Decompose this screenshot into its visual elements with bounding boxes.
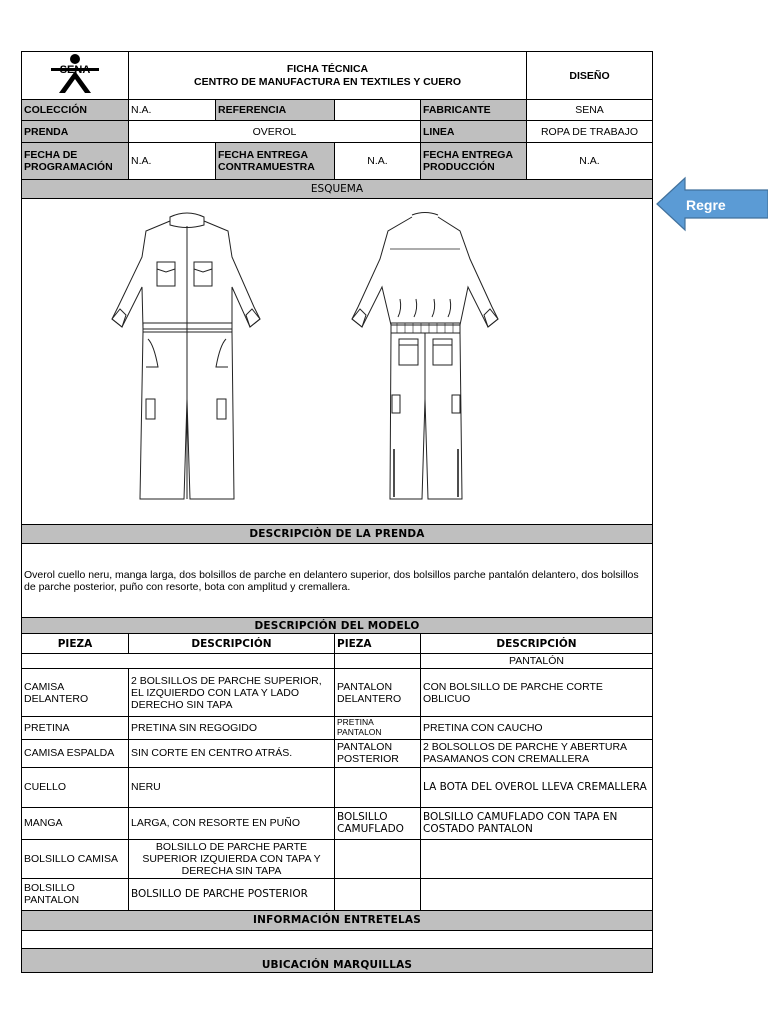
table-row — [22, 767, 653, 807]
linea-value: ROPA DE TRABAJO — [527, 121, 653, 143]
pieza-cell: CAMISA DELANTERO — [22, 669, 129, 717]
sheet-table — [21, 51, 653, 973]
descripcion2-cell: PRETINA CON CAUCHO — [421, 717, 653, 740]
pieza2-cell — [335, 839, 421, 878]
pieza-cell: BOLSILLO PANTALON — [22, 878, 129, 910]
descripcion-cell: LARGA, CON RESORTE EN PUÑO — [129, 807, 335, 839]
col-descripcion: DESCRIPCIÓN — [129, 634, 335, 654]
prenda-label: PRENDA — [22, 121, 129, 143]
diseno-label: DISEÑO — [527, 52, 653, 100]
overall-front-view — [112, 213, 260, 499]
fabricante-label: FABRICANTE — [421, 100, 527, 121]
table-row — [22, 878, 653, 910]
prenda-value: OVEROL — [129, 121, 421, 143]
technical-sheet — [21, 51, 652, 973]
logo-text: SENA — [59, 64, 91, 76]
descripcion-cell: BOLSILLO DE PARCHE PARTE SUPERIOR IZQUIERDA CON TAPA Y DERECHA SIN TAPA — [129, 839, 335, 878]
descripcion2-cell: CON BOLSILLO DE PARCHE CORTE OBLICUO — [421, 669, 653, 717]
fecha-contramuestra-value: N.A. — [335, 143, 421, 180]
table-row — [22, 739, 653, 767]
sena-logo — [45, 53, 105, 95]
fabricante-value: SENA — [527, 100, 653, 121]
esquema-header: ESQUEMA — [22, 180, 653, 199]
title-line-2: CENTRO DE MANUFACTURA EN TEXTILES Y CUERO — [194, 75, 461, 88]
coleccion-value: N.A. — [129, 100, 216, 121]
descripcion-cell: 2 BOLSILLOS DE PARCHE SUPERIOR, EL IZQUIERDO CON LATA Y LADO DERECHO SIN TAPA — [129, 669, 335, 717]
pieza-cell: BOLSILLO CAMISA — [22, 839, 129, 878]
pieza2-cell: BOLSILLO CAMUFLADO — [335, 807, 421, 839]
table-row — [22, 839, 653, 878]
referencia-label: REFERENCIA — [216, 100, 335, 121]
descripcion2-cell — [421, 878, 653, 910]
descripcion-cell: SIN CORTE EN CENTRO ATRÁS. — [129, 739, 335, 767]
linea-label: LINEA — [421, 121, 527, 143]
sheet-title — [129, 52, 527, 100]
table-row — [22, 807, 653, 839]
fecha-contramuestra-label: FECHA ENTREGA CONTRAMUESTRA — [216, 143, 335, 180]
pieza2-cell — [335, 878, 421, 910]
subheader-left-empty — [22, 654, 335, 669]
pieza2-cell: PRETINA PANTALON — [335, 717, 421, 740]
descripcion2-cell: 2 BOLSOLLOS DE PARCHE Y ABERTURA PASAMANOS CON CREMALLERA — [421, 739, 653, 767]
descripcion-cell: BOLSILLO DE PARCHE POSTERIOR — [129, 878, 335, 910]
back-button-label: Regre — [686, 197, 726, 213]
entretelas-content — [22, 930, 653, 948]
subheader-pieza-empty — [335, 654, 421, 669]
col-descripcion-2: DESCRIPCIÓN — [421, 634, 653, 654]
overall-back-view — [352, 213, 498, 500]
descripcion-cell: PRETINA SIN REGOGIDO — [129, 717, 335, 740]
descripcion2-cell — [421, 839, 653, 878]
referencia-value — [335, 100, 421, 121]
pieza-cell: PRETINA — [22, 717, 129, 740]
table-row — [22, 717, 653, 740]
left-arrow-icon — [655, 176, 768, 234]
pieza-cell: MANGA — [22, 807, 129, 839]
pieza2-cell: PANTALON POSTERIOR — [335, 739, 421, 767]
esquema-drawing-cell — [22, 199, 653, 525]
subheader-pantalon: PANTALÓN — [421, 654, 653, 669]
table-row — [22, 669, 653, 717]
pieza-cell: CUELLO — [22, 767, 129, 807]
fecha-produccion-label: FECHA ENTREGA PRODUCCIÓN — [421, 143, 527, 180]
fecha-programacion-label: FECHA DE PROGRAMACIÓN — [22, 143, 129, 180]
descripcion-modelo-header: DESCRIPCIÓN DEL MODELO — [22, 618, 653, 634]
title-line-1: FICHA TÉCNICA — [286, 63, 369, 76]
back-button[interactable] — [655, 176, 768, 239]
descripcion2-cell: BOLSILLO CAMUFLADO CON TAPA EN COSTADO PANTALON — [421, 807, 653, 839]
entretelas-header: INFORMACIÓN ENTRETELAS — [22, 910, 653, 930]
fecha-produccion-value: N.A. — [527, 143, 653, 180]
logo-cell — [22, 52, 129, 100]
marquillas-header: UBICACIÓN MARQUILLAS — [22, 948, 653, 972]
descripcion-prenda-header: DESCRIPCIÒN DE LA PRENDA — [22, 525, 653, 544]
descripcion-prenda-text: Overol cuello neru, manga larga, dos bolsillos de parche en delantero superior, dos bolsillos parche pantalón delantero, dos bolsillos de parche posterior, puño con resorte, bota con amplitud y cremallera. — [22, 544, 653, 618]
fecha-programacion-value: N.A. — [129, 143, 216, 180]
overall-technical-drawing — [22, 199, 651, 521]
descripcion2-cell: LA BOTA DEL OVEROL LLEVA CREMALLERA — [421, 767, 653, 807]
col-pieza: PIEZA — [22, 634, 129, 654]
pieza2-cell — [335, 767, 421, 807]
pieza-cell: CAMISA ESPALDA — [22, 739, 129, 767]
col-pieza-2: PIEZA — [335, 634, 421, 654]
coleccion-label: COLECCIÓN — [22, 100, 129, 121]
pieza2-cell: PANTALON DELANTERO — [335, 669, 421, 717]
descripcion-cell: NERU — [129, 767, 335, 807]
